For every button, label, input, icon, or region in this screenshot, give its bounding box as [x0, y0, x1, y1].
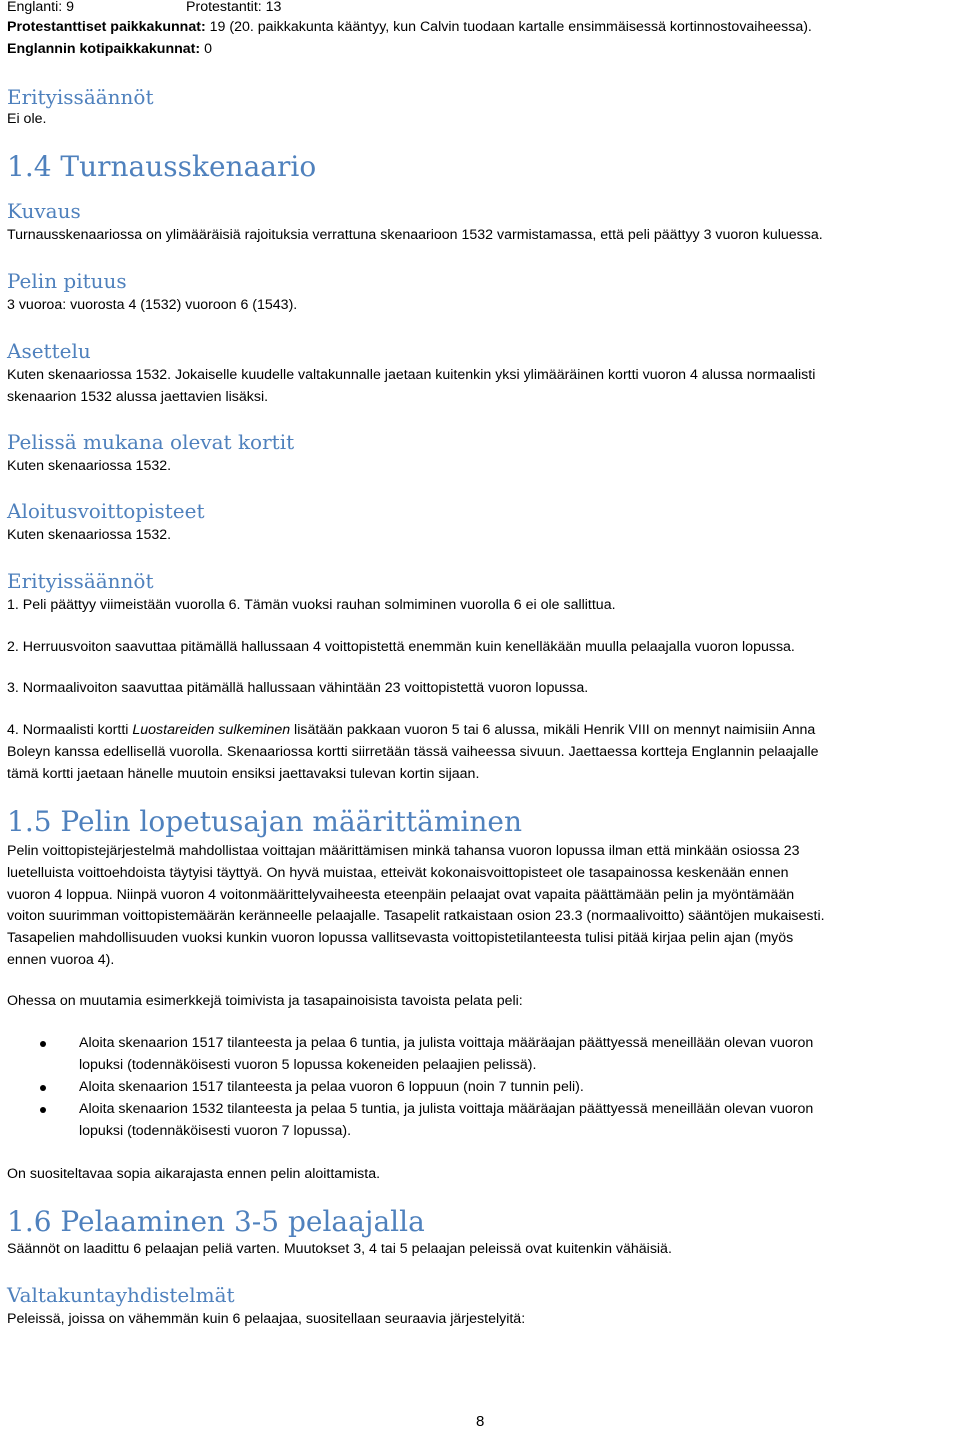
length-heading: Pelin pituus — [7, 269, 127, 293]
protestant-spaces-label: Protestanttiset paikkakunnat: — [7, 19, 206, 35]
section-title: Pelin lopetusajan määrittäminen — [51, 805, 523, 838]
bullet-3-line-1: Aloita skenaarion 1532 tilanteesta ja pelaa 5 tuntia, ja julista voittaja määräajan päättyessä meneillään olevan vuoron — [79, 1101, 814, 1117]
rule-2: 2. Herruusvoiton saavuttaa pitämällä hallussaan 4 voittopistettä enemmän kuin kenelläkään muulla pelaajalla vuoron lopussa. — [7, 639, 795, 655]
english-home-line — [7, 40, 212, 58]
p1-line-1: Pelin voittopistejärjestelmä mahdollistaa voittajan määrittämisen minkä tahansa vuoron lopussa ilman että minkään osiossa 23 — [7, 843, 800, 859]
bullet-3-line-2: lopuksi (todennäköisesti vuoron 7 lopussa). — [79, 1123, 352, 1139]
rule-4-line-2: Boleyn kanssa edellisellä vuorolla. Skenaariossa kortti siirretään tässä vaiheessa sivuun. Jaettaessa kortteja Englannin pelaajalle — [7, 744, 819, 760]
section-number: 1.6 — [7, 1205, 52, 1238]
rule-3: 3. Normaalivoiton saavuttaa pitämällä hallussaan vähintään 23 voittopistettä vuoron lopussa. — [7, 680, 589, 696]
combos-heading: Valtakuntayhdistelmät — [7, 1283, 235, 1307]
rule-1: 1. Peli päättyy viimeistään vuorolla 6. Tämän vuoksi rauhan solmiminen vuorolla 6 ei ole sallittua. — [7, 597, 616, 613]
vp-text: Kuten skenaariossa 1532. — [7, 527, 172, 543]
p1-line-6: ennen vuoroa 4). — [7, 952, 115, 968]
section-1-5-heading — [7, 806, 522, 838]
bullet-icon — [40, 1107, 46, 1113]
cards-text: Kuten skenaariossa 1532. — [7, 458, 172, 474]
setup-line-1: Kuten skenaariossa 1532. Jokaiselle kuudelle valtakunnalle jaetaan kuitenkin yksi ylimääräinen kortti vuoron 4 alussa normaalisti — [7, 367, 816, 383]
england-cards-line: Englanti: 9 — [7, 0, 75, 15]
rule-4-prefix: 4. Normaalisti kortti — [7, 722, 133, 738]
protestant-spaces-line — [7, 18, 812, 36]
p1-line-3: vuoron 4 loppua. Niinpä vuoron 4 voitonmäärittelyvaiheesta eteenpäin pelaajat ovat vapaita päättämään pelin ja myöntämään — [7, 887, 795, 903]
p1-line-4: voiton suurimman voittopistemäärän keränneelle pelaajalle. Tasapelit ratkaistaan osion 23.3 (normaalivoitto) sääntöjen mukaisesti. — [7, 908, 825, 924]
protestant-spaces-value: 19 (20. paikkakunta kääntyy, kun Calvin tuodaan kartalle ensimmäisessä kortinnostovaiheessa). — [205, 19, 812, 35]
length-text: 3 vuoroa: vuorosta 4 (1532) vuoroon 6 (1543). — [7, 297, 298, 313]
description-heading: Kuvaus — [7, 199, 81, 223]
section-title: Pelaaminen 3-5 pelaajalla — [51, 1205, 425, 1238]
p1-line-2: luetelluista voittoehdoista täytyisi täyttyä. On hyvä muistaa, etteivät kokonaisvoittopisteet ole tasapainossa keskenään ennen — [7, 865, 789, 881]
p1-line-5: Tasapelien mahdollisuuden vuoksi kunkin vuoron lopussa vallitsevasta voittopistetilanteesta tulisi pitää kirjaa pelin ajan (myös — [7, 930, 794, 946]
description-text: Turnausskenaariossa on ylimääräisiä rajoituksia verrattuna skenaarioon 1532 varmistamassa, että peli päättyy 3 vuoron kuluessa. — [7, 227, 823, 243]
section-number: 1.5 — [7, 805, 52, 838]
combos-text: Peleissä, joissa on vähemmän kuin 6 pelaajaa, suositellaan seuraavia järjestelyitä: — [7, 1311, 526, 1327]
bullet-2-line-1: Aloita skenaarion 1517 tilanteesta ja pelaa vuoron 6 loppuun (noin 7 tunnin peli). — [79, 1079, 584, 1095]
rules-heading: Erityissäännöt — [7, 569, 154, 593]
rule-4-rest: lisätään pakkaan vuoron 5 tai 6 alussa, mikäli Henrik VIII on mennyt naimisiin Anna — [290, 722, 816, 738]
rule-4-line-3: tämä kortti jaetaan hänelle muutoin ensiksi jaettavaksi tulevan kortin sijaan. — [7, 766, 480, 782]
special-rules-heading-prev: Erityissäännöt — [7, 85, 154, 109]
setup-heading: Asettelu — [7, 339, 91, 363]
rule-4-line-1 — [7, 721, 815, 739]
section-1-4-heading — [7, 151, 316, 183]
page-number: 8 — [476, 1413, 485, 1430]
vp-heading: Aloitusvoittopisteet — [7, 499, 205, 523]
setup-line-2: skenaarion 1532 alussa jaettavien lisäksi. — [7, 389, 269, 405]
p2-text: Ohessa on muutamia esimerkkejä toimivista ja tasapainoisista tavoista pelata peli: — [7, 993, 523, 1009]
cards-heading: Pelissä mukana olevat kortit — [7, 430, 295, 454]
section-title: Turnausskenaario — [51, 150, 317, 183]
section-1-6-heading — [7, 1206, 425, 1238]
section-number: 1.4 — [7, 150, 52, 183]
bullet-1-line-2: lopuksi (todennäköisesti vuoron 5 lopussa kokeneiden pelaajien pelissä). — [79, 1057, 537, 1073]
bullet-icon — [40, 1041, 46, 1047]
section-1-6-text: Säännöt on laadittu 6 pelaajan peliä varten. Muutokset 3, 4 tai 5 pelaajan peleissä ovat kuitenkin vähäisiä. — [7, 1241, 672, 1257]
english-home-label: Englannin kotipaikkakunnat: — [7, 41, 201, 57]
english-home-value: 0 — [200, 41, 212, 57]
rule-4-card-name: Luostareiden sulkeminen — [132, 722, 291, 738]
protestant-cards-line: Protestantit: 13 — [186, 0, 282, 15]
special-rules-text-prev: Ei ole. — [7, 111, 47, 127]
p3-text: On suositeltavaa sopia aikarajasta ennen pelin aloittamista. — [7, 1166, 381, 1182]
bullet-icon — [40, 1085, 46, 1091]
bullet-1-line-1: Aloita skenaarion 1517 tilanteesta ja pelaa 6 tuntia, ja julista voittaja määräajan päättyessä meneillään olevan vuoron — [79, 1035, 814, 1051]
